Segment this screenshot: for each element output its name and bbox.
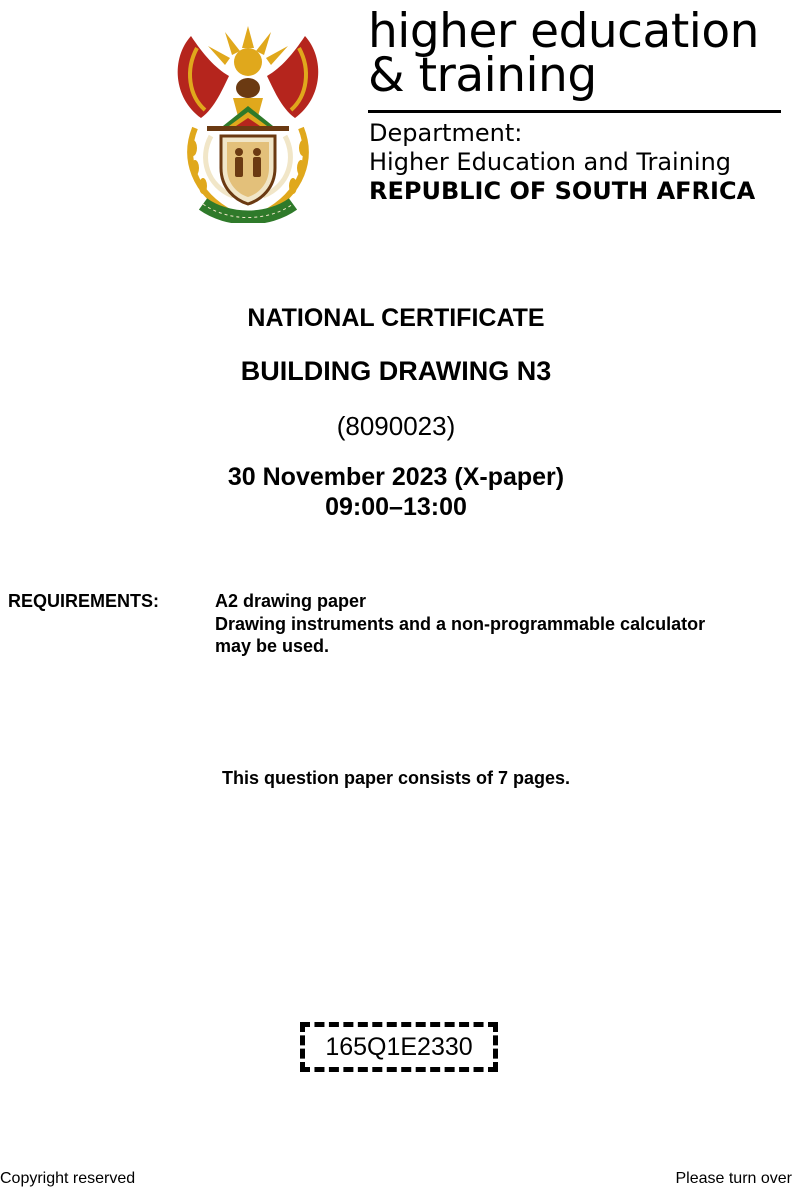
page-count-note: This question paper consists of 7 pages. [221,768,571,788]
requirements-label: REQUIREMENTS: [8,591,160,611]
coat-of-arms-logo [163,18,333,223]
exam-date: 30 November 2023 (X-paper) [227,463,565,491]
department-label: Department: [369,119,523,147]
subject-title: BUILDING DRAWING N3 [240,356,552,386]
footer-copyright: Copyright reserved [0,1170,136,1187]
department-name: Higher Education and Training [369,148,732,176]
paper-code-box [300,1022,498,1072]
brand-line-1: higher education [368,4,759,59]
requirement-item: A2 drawing paper [215,591,367,611]
footer-turn-over: Please turn over [675,1170,792,1187]
certificate-title: NATIONAL CERTIFICATE [247,304,545,332]
exam-time: 09:00–13:00 [325,493,467,521]
brand-line-2: & training [368,48,597,103]
paper-code: 165Q1E2330 [325,1033,473,1061]
requirements-list [215,590,705,658]
requirement-item: may be used. [215,636,330,656]
brand-divider [368,110,781,113]
subject-code: (8090023) [336,411,456,441]
country-name: REPUBLIC OF SOUTH AFRICA [369,177,756,205]
requirement-item: Drawing instruments and a non-programmable calculator [215,613,706,634]
